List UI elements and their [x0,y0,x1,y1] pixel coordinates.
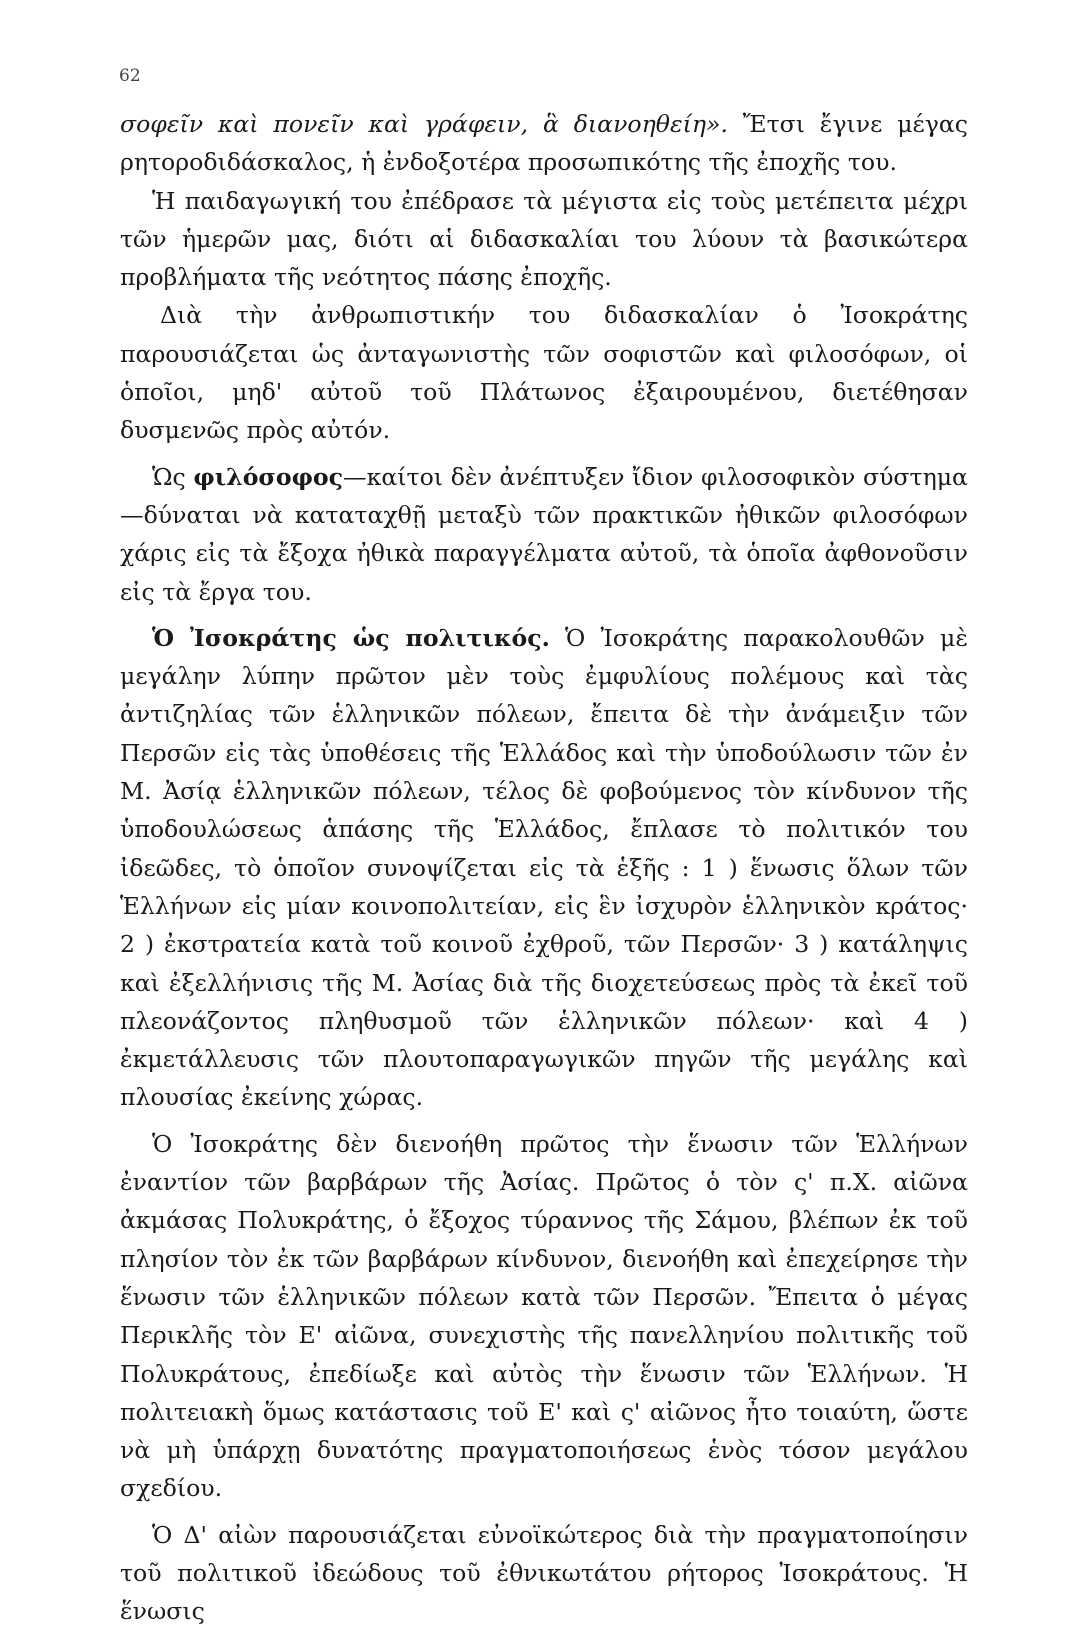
quote-italic: σοφεῖν καὶ πονεῖν καὶ γράφειν, ἃ διανοηθείη». [120,110,728,138]
paragraph-5-text: Ὁ Ἰσοκράτης παρακολουθῶν μὲ μεγάλην λύπην πρῶτον μὲν τοὺς ἐμφυλίους πολέμους καὶ τὰς ἀντιζηλίας τῶν ἑλληνικῶν πόλεων, ἔπειτα δὲ τὴν ἀνάμειξιν τῶν Περσῶν εἰς τὰς ὑποθέσεις τῆς Ἑλλάδος καὶ τὴν ὑποδούλωσιν τῶν ἐν Μ. Ἀσίᾳ ἑλληνικῶν πόλεων, τέλος δὲ φοβούμενος τὸν κίνδυνον τῆς ὑποδουλώσεως ἁπάσης τῆς Ἑλλάδος, ἔπλασε τὸ πολιτικόν του ἰδεῶδες, τὸ ὁποῖον συνοψίζεται εἰς τὰ ἑξῆς : 1 ) ἕνωσις ὅλων τῶν Ἑλλήνων εἰς μίαν κοινοπολιτείαν, εἰς ἓν ἰσχυρὸν ἑλληνικὸν κράτος· 2 ) ἐκστρατεία κατὰ τοῦ κοινοῦ ἐχθροῦ, τῶν Περσῶν· 3 ) κατάληψις καὶ ἐξελλήνισις τῆς Μ. Ἀσίας διὰ τῆς διοχετεύσεως πρὸς τὰ ἐκεῖ τοῦ πλεονάζοντος πληθυσμοῦ τῶν ἑλληνικῶν πόλεων· καὶ 4 ) ἐκμετάλλευσις τῶν πλουτοπαραγωγικῶν πηγῶν τῆς μεγάλης καὶ πλουσίας ἐκείνης χώρας. [120,623,968,1112]
paragraph-4 [120,458,968,611]
paragraph-5 [120,619,968,1117]
paragraph-3: Διὰ τὴν ἀνθρωπιστικήν του διδασκαλίαν ὁ Ἰσοκράτης παρουσιάζεται ὡς ἀνταγωνιστὴς τῶν σοφιστῶν καὶ φιλοσόφων, οἱ ὁποῖοι, μηδ' αὐτοῦ τοῦ Πλάτωνος ἐξαιρουμένου, διετέθησαν δυσμενῶς πρὸς αὐτόν. [120,301,968,445]
section-heading-politician: Ὁ Ἰσοκράτης ὡς πολιτικός. [152,623,550,652]
paragraph-6: Ὁ Ἰσοκράτης δὲν διενοήθη πρῶτος τὴν ἕνωσιν τῶν Ἑλλήνων ἐναντίον τῶν βαρβάρων τῆς Ἀσίας. Πρῶτος ὁ τὸν ς' π.Χ. αἰῶνα ἀκμάσας Πολυκράτης, ὁ ἔξοχος τύραννος τῆς Σάμου, βλέπων ἐκ τοῦ πλησίον τὸν ἐκ τῶν βαρβάρων κίνδυνον, διενοήθη καὶ ἐπεχείρησε τὴν ἕνωσιν τῶν ἑλληνικῶν πόλεων κατὰ τῶν Περσῶν. Ἔπειτα ὁ μέγας Περικλῆς τὸν Ε' αἰῶνα, συνεχιστὴς τῆς πανελληνίου πολιτικῆς τοῦ Πολυκράτους, ἐπεδίωξε καὶ αὐτὸς τὴν ἕνωσιν τῶν Ἑλλήνων. Ἡ πολιτειακὴ ὅμως κατάστασις τοῦ Ε' καὶ ς' αἰῶνος ἦτο τοιαύτη, ὥστε νὰ μὴ ὑπάρχῃ δυνατότης πραγματοποιήσεως ἑνὸς τόσον μεγάλου σχεδίου. [120,1129,968,1503]
body-text [120,105,968,1631]
paragraph-4-text: —καίτοι δὲν ἀνέπτυξεν ἴδιον φιλοσοφικὸν σύστημα—δύναται νὰ καταταχθῇ μεταξὺ τῶν πρακτικῶν ἠθικῶν φιλοσόφων χάρις εἰς τὰ ἔξοχα ἠθικὰ παραγγέλματα αὐτοῦ, τὰ ὁποῖα ἀφθονοῦσιν εἰς τὰ ἔργα του. [120,462,968,606]
section-term-philosopher: φιλόσοφος [193,462,344,491]
paragraph-7: Ὁ Δ' αἰὼν παρουσιάζεται εὐνοϊκώτερος διὰ τὴν πραγματοποίησιν τοῦ πολιτικοῦ ἰδεώδους τοῦ ἐθνικωτάτου ρήτορος Ἰσοκράτους. Ἡ ἕνωσις [120,1520,968,1626]
page-number: 62 [119,66,141,86]
paragraph-4-lead: Ὡς [152,462,194,491]
paragraph-1 [120,105,968,182]
paragraph-2: Ἡ παιδαγωγική του ἐπέδρασε τὰ μέγιστα εἰς τοὺς μετέπειτα μέχρι τῶν ἡμερῶν μας, διότι αἱ διδασκαλίαι του λύουν τὰ βασικώτερα προβλήματα τῆς νεότητος πάσης ἐποχῆς. [120,186,968,292]
paragraph-1-text: Ἔτσι ἔγινε μέγας ρητοροδιδάσκαλος, ἡ ἐνδοξοτέρα προσωπικότης τῆς ἐποχῆς του. [120,110,968,177]
